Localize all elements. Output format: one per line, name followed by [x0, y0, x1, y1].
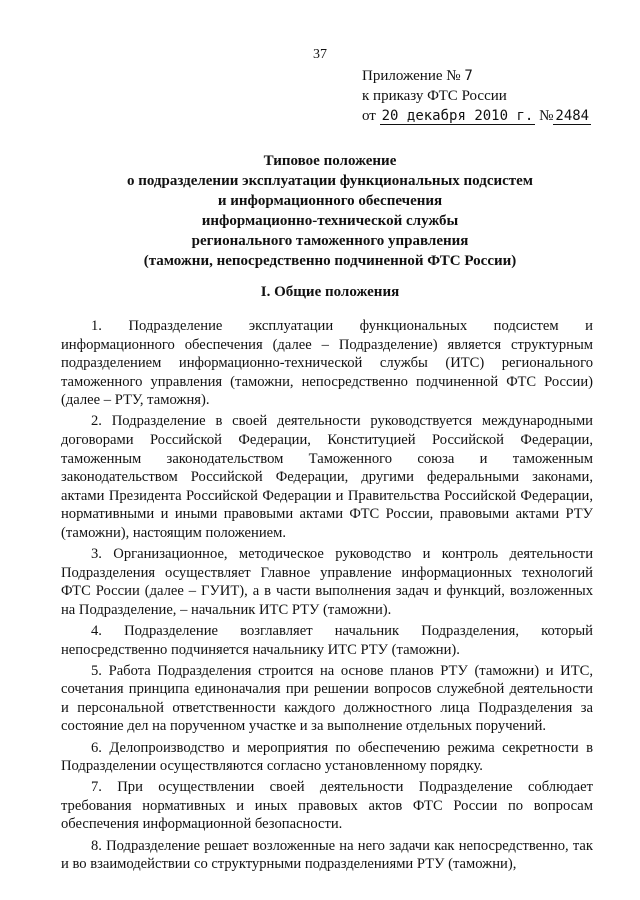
- title-line: информационно-технической службы: [201, 213, 459, 229]
- appendix-order-reference: к приказу ФТС России: [362, 88, 507, 104]
- title-line: (таможни, непосредственно подчиненной ФТС России): [143, 253, 517, 269]
- paragraph-1: 1. Подразделение эксплуатации функциональных подсистем и информационного обеспечения (далее – Подразделение) является структурным подразделением информационно-технической службы (ИТС) регионального таможенного управления (таможни, непосредственно подчиненной ФТС России) (далее – РТУ, таможня).: [61, 318, 593, 409]
- appendix-date-line: [362, 106, 591, 126]
- appendix-number: 7: [464, 68, 473, 84]
- section-heading: I. Общие положения: [260, 284, 400, 300]
- title-line: и информационного обеспечения: [217, 193, 443, 209]
- appendix-date: 20 декабря 2010 г.: [381, 108, 534, 124]
- paragraph-8: 8. Подразделение решает возложенные на него задачи как непосредственно, так и во взаимодействии со структурными подразделениями РТУ (таможни),: [61, 837, 593, 873]
- appendix-number-line: [362, 66, 591, 86]
- title-line: о подразделении эксплуатации функциональных подсистем: [126, 173, 534, 189]
- title-line: Типовое положение: [263, 153, 397, 169]
- body-text: [61, 317, 593, 876]
- paragraph-2: 2. Подразделение в своей деятельности руководствуется международными договорами Российской Федерации, Конституцией Российской Федерации, таможенным законодательством Таможенного союза и таможенным законодательством Российской Федерации, другими федеральными законами, актами Президента Российской Федерации и Правительства Российской Федерации, нормативными и иными правовыми актами ФТС России, правовыми актами РТУ (таможни), настоящим положением.: [61, 413, 593, 542]
- paragraph-4: 4. Подразделение возглавляет начальник Подразделения, который непосредственно подчиняется начальнику ИТС РТУ (таможни).: [61, 623, 593, 658]
- appendix-from-label: от: [362, 108, 376, 124]
- paragraph-3: 3. Организационное, методическое руководство и контроль деятельности Подразделения осуществляет Главное управление информационных технологий ФТС России (далее – ГУИТ), а в части выполнения задач и функций, возложенных на Подразделение, – начальник ИТС РТУ (таможни).: [61, 546, 593, 618]
- appendix-order-number: 2484: [555, 108, 590, 124]
- paragraph-7: 7. При осуществлении своей деятельности Подразделение соблюдает требования нормативных и иных правовых актов ФТС России по вопросам обеспечения информационной безопасности.: [61, 779, 593, 833]
- paragraph-5: 5. Работа Подразделения строится на основе планов РТУ (таможни) и ИТС, сочетания принципа единоначалия при решении вопросов служебной деятельности и персональной ответственности каждого должностного лица Подразделения за состояние дел на порученном участке и за выполнение отдельных поручений.: [61, 662, 593, 735]
- paragraph-6: 6. Делопроизводство и мероприятия по обеспечению режима секретности в Подразделении осуществляются согласно установленному порядку.: [61, 739, 593, 775]
- appendix-order-number-label: №: [539, 108, 554, 124]
- appendix-block: [362, 66, 591, 126]
- appendix-label: Приложение №: [362, 68, 461, 84]
- title-line: регионального таможенного управления: [191, 233, 469, 249]
- document-title: [60, 151, 600, 271]
- page-number: 37: [313, 47, 327, 62]
